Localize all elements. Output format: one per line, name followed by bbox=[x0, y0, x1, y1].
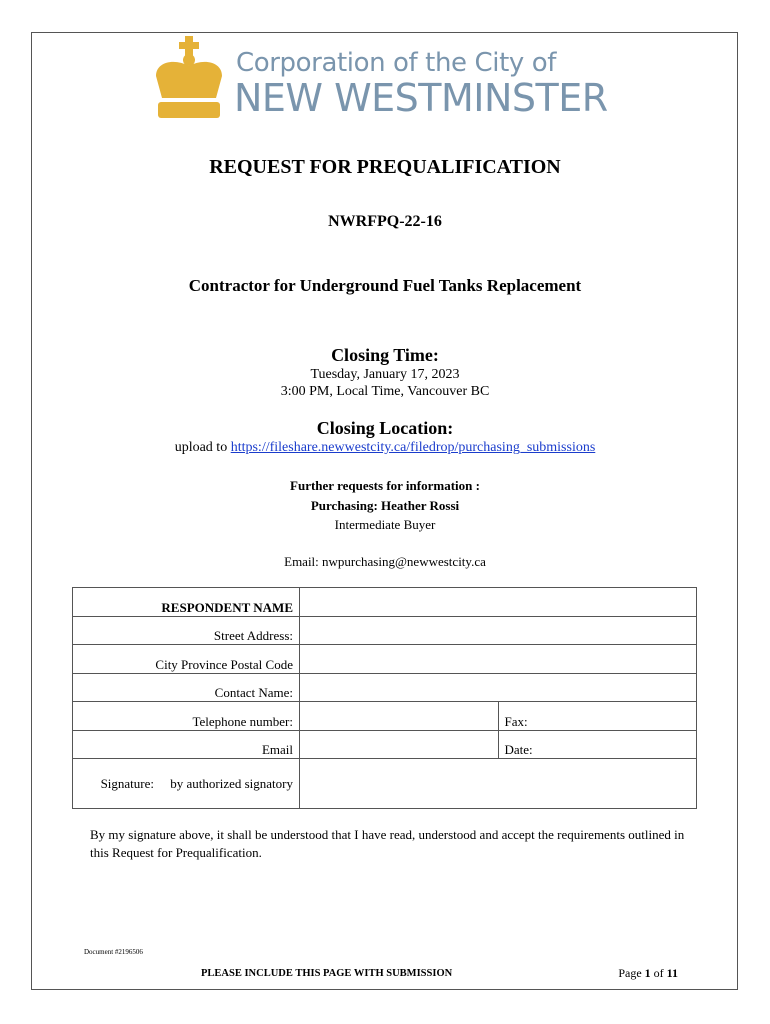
crown-icon bbox=[152, 36, 226, 122]
respondent-name-label: RESPONDENT NAME bbox=[73, 588, 300, 617]
street-address-field[interactable] bbox=[300, 616, 697, 645]
further-requests: Further requests for information : bbox=[290, 478, 480, 493]
fax-field[interactable]: Fax: bbox=[498, 702, 697, 731]
document-subtitle: Contractor for Underground Fuel Tanks Replacement bbox=[188, 276, 582, 295]
page-prefix: Page bbox=[618, 966, 645, 980]
purchasing-contact: Purchasing: Heather Rossi bbox=[310, 498, 460, 513]
page-current: 1 bbox=[644, 966, 651, 980]
street-address-label: Street Address: bbox=[73, 616, 300, 645]
logo-line2: NEW WESTMINSTER bbox=[234, 76, 608, 120]
upload-link[interactable]: https://fileshare.newwestcity.ca/filedrop/purchasing_submissions bbox=[230, 440, 596, 455]
closing-hour: 3:00 PM, Local Time, Vancouver BC bbox=[280, 384, 490, 399]
upload-prefix: upload to bbox=[174, 440, 231, 455]
respondent-form bbox=[72, 587, 697, 809]
form-row bbox=[73, 673, 697, 702]
reference-number: NWRFPQ-22-16 bbox=[328, 213, 442, 230]
contact-name-field[interactable] bbox=[300, 673, 697, 702]
closing-time-heading: Closing Time: bbox=[331, 345, 439, 365]
email-field[interactable] bbox=[300, 730, 499, 759]
form-row bbox=[73, 588, 697, 617]
form-row bbox=[73, 759, 697, 809]
telephone-label: Telephone number: bbox=[73, 702, 300, 731]
include-note: PLEASE INCLUDE THIS PAGE WITH SUBMISSION bbox=[201, 968, 453, 979]
city-logo bbox=[152, 36, 622, 122]
signature-field[interactable] bbox=[300, 759, 697, 809]
city-province-postal-field[interactable] bbox=[300, 645, 697, 674]
acceptance-statement: By my signature above, it shall be understood that I have read, understood and accept the requirements outlined in this Request for Prequalification. bbox=[90, 827, 685, 860]
document-number: Document #2196506 bbox=[84, 948, 143, 956]
contact-title: Intermediate Buyer bbox=[334, 517, 436, 532]
form-row bbox=[73, 702, 697, 731]
email-label: Email bbox=[73, 730, 300, 759]
closing-date: Tuesday, January 17, 2023 bbox=[310, 367, 460, 382]
logo-line1: Corporation of the City of bbox=[236, 48, 556, 78]
telephone-field[interactable] bbox=[300, 702, 499, 731]
form-row bbox=[73, 645, 697, 674]
date-field[interactable]: Date: bbox=[498, 730, 697, 759]
document-title: REQUEST FOR PREQUALIFICATION bbox=[209, 156, 561, 178]
page-number bbox=[618, 966, 678, 981]
respondent-name-field[interactable] bbox=[300, 588, 697, 617]
form-row bbox=[73, 730, 697, 759]
contact-email: Email: nwpurchasing@newwestcity.ca bbox=[284, 554, 486, 569]
signature-label: Signature: by authorized signatory bbox=[73, 759, 300, 809]
closing-location-heading: Closing Location: bbox=[316, 418, 454, 438]
closing-location bbox=[0, 440, 770, 456]
form-row bbox=[73, 616, 697, 645]
contact-name-label: Contact Name: bbox=[73, 673, 300, 702]
page-of: of bbox=[650, 966, 667, 980]
city-province-postal-label: City Province Postal Code bbox=[73, 645, 300, 674]
page-total: 11 bbox=[666, 966, 678, 980]
